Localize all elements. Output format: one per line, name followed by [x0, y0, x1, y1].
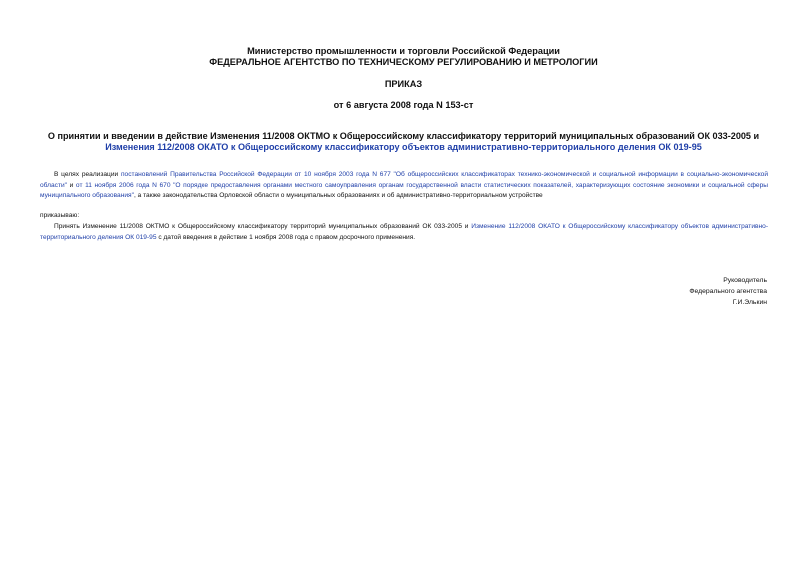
- order-word: приказываю:: [40, 212, 80, 219]
- agency-name: ФЕДЕРАЛЬНОЕ АГЕНТСТВО ПО ТЕХНИЧЕСКОМУ РЕГУЛИРОВАНИЮ И МЕТРОЛОГИИ: [209, 57, 598, 67]
- preamble-text-1: В целях реализации: [54, 171, 121, 178]
- signature-block: [689, 275, 767, 308]
- title-text: О принятии и введении в действие Изменения 11/2008 ОКТМО к Общероссийскому классификатору территорий муниципальных образований ОК 033-2005 и: [47, 131, 760, 141]
- ministry-name: Министерство промышленности и торговли Российской Федерации: [247, 46, 560, 56]
- document-type: ПРИКАЗ: [384, 79, 423, 89]
- title-link[interactable]: Изменения 112/2008 ОКАТО к Общероссийскому классификатору объектов административно-территориального деления ОК 019-95: [105, 142, 702, 152]
- order-text-2: с датой введения в действие 1 ноября 2008 года с правом досрочного применения.: [156, 233, 416, 241]
- signature-name: Г.И.Элькин: [732, 299, 767, 306]
- order-paragraph: [40, 222, 768, 243]
- okato-change-link[interactable]: Изменение 112/2008 ОКАТО к Общероссийскому классификатору объектов административно-территориального деления ОК 019-95: [40, 223, 769, 241]
- preamble-text-2: и: [67, 181, 76, 189]
- preamble-text-3: , а также законодательства Орловской области о муниципальных образованиях и об административно-территориальном устройстве: [133, 192, 543, 199]
- signature-organization: Федерального агентства: [689, 288, 767, 295]
- document-title: [40, 131, 767, 153]
- document-date: от 6 августа 2008 года N 153-ст: [333, 100, 474, 110]
- order-text-1: Принять Изменение 11/2008 ОКТМО к Общероссийскому классификатору территорий муниципальных образований ОК 033-2005 и: [54, 223, 472, 230]
- government-resolution-670-link[interactable]: от 11 ноября 2006 года N 670 "О порядке предоставления органами местного самоуправления органам государственной власти статистических показателей, характеризующих состояние экономики и социальной сферы муниципального образования": [40, 181, 768, 199]
- signature-position: Руководитель: [723, 277, 767, 284]
- government-resolution-677-link[interactable]: постановлений Правительства Российской Федерации от 10 ноября 2003 года N 677 "Об общероссийских классификаторах технико-экономической и социальной информации в социально-экономической области": [40, 171, 769, 189]
- preamble-paragraph: [40, 170, 768, 202]
